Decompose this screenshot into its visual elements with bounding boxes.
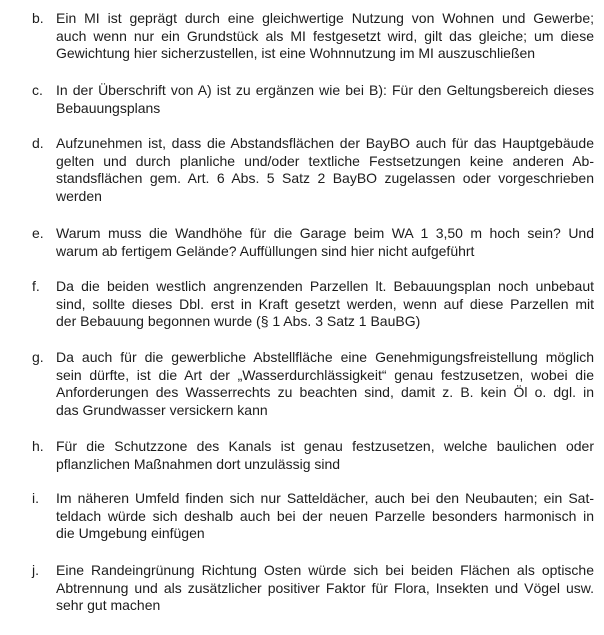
item-text — [56, 10, 594, 63]
text-line: Abtrennung und als zusätzlicher positiver Faktor für Flora, Insekten und Vögel usw. — [56, 579, 594, 596]
text-line: Warum muss die Wandhöhe für die Garage beim WA 1 3,50 m hoch sein? Und — [56, 225, 594, 241]
item-text — [56, 135, 594, 205]
text-line: Da auch für die gewerbliche Abstellfläche eine Genehmigungsfreistellung möglich — [56, 349, 594, 365]
item-letter: c. — [32, 82, 43, 98]
text-line: In der Überschrift von A) ist zu ergänzen wie bei B): Für den Geltungsbereich dieses — [56, 82, 594, 98]
text-line: Gewichtung hier sicherzustellen, ist eine Wohnnutzung im MI auszuschließen — [56, 45, 536, 61]
item-text — [56, 438, 594, 473]
item-letter: e. — [32, 225, 44, 241]
text-line: Im näheren Umfeld finden sich nur Satteldächer, auch bei den Neubauten; ein Sat- — [56, 490, 594, 506]
item-text — [56, 278, 594, 331]
item-letter: b. — [32, 10, 44, 26]
text-line: Bebauungsplans — [56, 99, 161, 116]
item-text — [56, 349, 594, 419]
item-letter: g. — [32, 349, 44, 365]
item-letter: f. — [32, 278, 40, 294]
text-line: der Bebauung begonnen wurde (§ 1 Abs. 3 Satz 1 BauBG) — [56, 313, 421, 329]
text-line: Ein MI ist geprägt durch eine gleichwertige Nutzung von Wohnen und Gewerbe; — [56, 10, 594, 26]
item-letter: i. — [32, 490, 39, 506]
text-line: standsflächen gem. Art. 6 Abs. 5 Satz 2 BayBO zugelassen oder vorgeschrieben — [56, 170, 594, 186]
item-letter: h. — [32, 438, 44, 454]
item-letter: j. — [32, 562, 39, 578]
text-line: werden — [56, 187, 102, 204]
text-line: gelten und durch planliche und/oder textliche Festsetzungen keine anderen Ab- — [56, 152, 594, 169]
text-line: das Grundwasser versickern kann — [56, 401, 268, 418]
item-text — [56, 490, 594, 543]
text-line: teldach würde sich deshalb auch bei der neuen Parzelle besonders harmonisch in — [56, 507, 594, 524]
item-text — [56, 82, 594, 117]
text-line: auch wenn nur ein Grundstück als MI festgesetzt wird, gilt das gleiche; um diese — [56, 27, 594, 44]
text-line: Für die Schutzzone des Kanals ist genau festzusetzen, welche baulichen oder — [56, 438, 594, 454]
item-text — [56, 562, 594, 615]
text-line: warum ab fertigem Gelände? Auffüllungen sind hier nicht aufgeführt — [56, 242, 475, 259]
text-line: sein dürfte, ist die Art der „Wasserdurchlässigkeit“ genau festzusetzen, wobei die — [56, 366, 594, 383]
text-line: Eine Randeingrünung Richtung Osten würde sich bei beiden Flächen als optische — [56, 562, 594, 578]
text-line: Aufzunehmen ist, dass die Abstandsflächen der BayBO auch für das Hauptgebäude — [56, 135, 594, 151]
item-letter: d. — [32, 135, 44, 151]
text-line: Da die beiden westlich angrenzenden Parzellen lt. Bebauungsplan noch unbebaut — [56, 278, 594, 294]
text-line: sehr gut machen — [56, 597, 161, 613]
text-line: Anforderungen des Wasserrechts zu beachten sind, damit z. B. kein Öl o. dgl. in — [56, 384, 594, 400]
text-line: die Umgebung einfügen — [56, 525, 205, 541]
text-line: sind, sollte dieses Dbl. erst in Kraft gesetzt werden, wenn auf diese Parzellen mit — [56, 295, 594, 312]
item-text — [56, 225, 594, 260]
text-line: pflanzlichen Maßnahmen dort unzulässig sind — [56, 455, 341, 472]
